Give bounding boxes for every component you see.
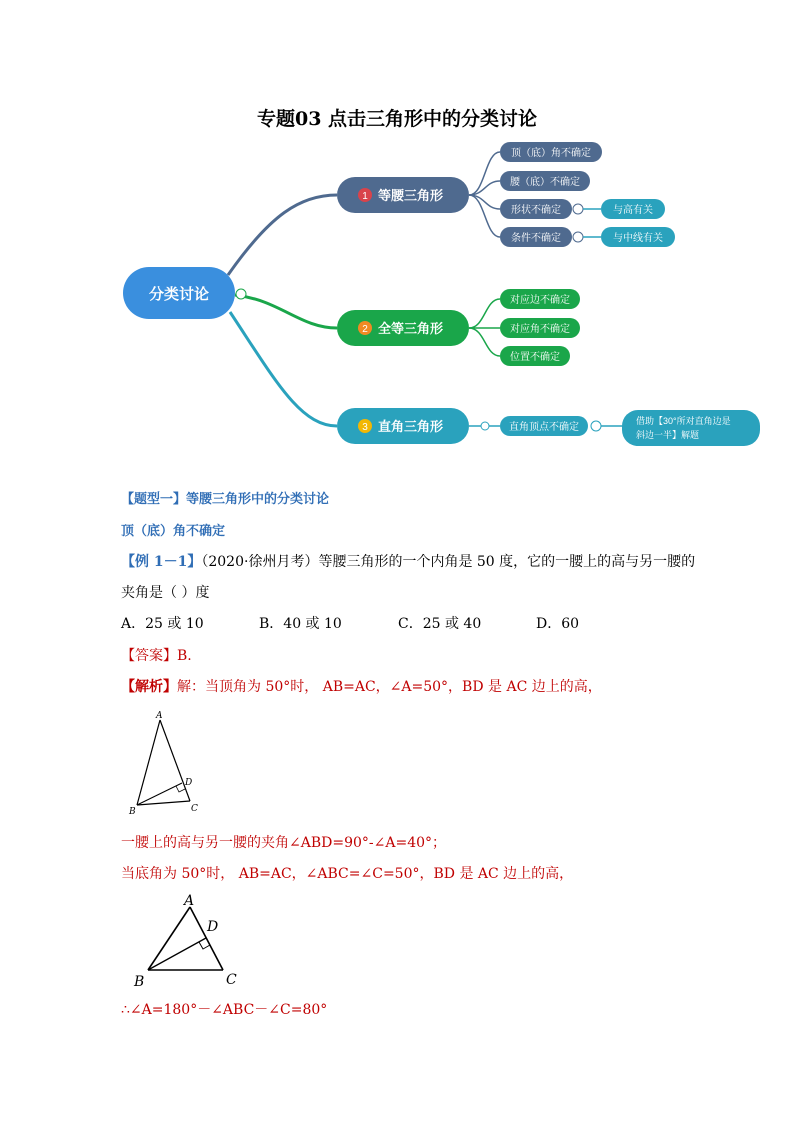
triangle-figure-1 [125, 708, 210, 818]
analysis-text: 解：当顶角为 50°时， AB=AC，∠A=50°，BD 是 AC 边上的高， [177, 679, 602, 695]
subheading: 顶（底）角不确定 [121, 524, 226, 539]
section-heading: 【题型一】等腰三角形中的分类讨论 [121, 492, 330, 507]
svg-text:C: C [226, 972, 237, 988]
leaf-2-2[interactable] [500, 318, 580, 338]
svg-text:C: C [191, 804, 198, 814]
svg-text:直角三角形: 直角三角形 [378, 419, 444, 434]
svg-text:3: 3 [362, 422, 368, 433]
svg-text:B: B [129, 807, 136, 817]
leaf-1-2[interactable] [500, 171, 590, 191]
leaf-1-4[interactable] [500, 227, 675, 247]
root-node[interactable] [123, 267, 246, 319]
answer: 【答案】B. [121, 648, 192, 664]
svg-text:等腰三角形: 等腰三角形 [378, 188, 444, 203]
svg-text:与高有关: 与高有关 [613, 205, 653, 216]
example-text-2: 夹角是（ ）度 [121, 585, 210, 601]
leaf-2-3[interactable] [500, 346, 570, 366]
svg-text:B: B [134, 974, 145, 990]
root-label: 分类讨论 [148, 286, 210, 303]
page-title: 专题03 点击三角形中的分类讨论 [256, 108, 538, 130]
leaf-1-1[interactable] [500, 142, 602, 162]
leaf-3-1-child[interactable] [622, 410, 760, 446]
svg-text:腰（底）不确定: 腰（底）不确定 [510, 177, 580, 188]
example-text: （2020·徐州月考）等腰三角形的一个内角是 50 度，它的一腰上的高与另一腰的 [201, 554, 696, 570]
branch-right-triangle[interactable] [337, 408, 469, 444]
mind-map [0, 0, 794, 470]
svg-text:对应角不确定: 对应角不确定 [510, 324, 570, 335]
option-a[interactable]: A．25 或 10 [121, 616, 204, 632]
branch-isosceles[interactable] [337, 177, 469, 213]
analysis-line-2: 一腰上的高与另一腰的夹角∠ABD=90°-∠A=40°； [121, 835, 447, 851]
svg-text:与中线有关: 与中线有关 [613, 233, 663, 244]
example-label: 【例 1－1】 [121, 554, 202, 570]
svg-text:1: 1 [362, 191, 368, 202]
svg-text:A: A [184, 893, 195, 909]
svg-text:斜边一半】解题: 斜边一半】解题 [636, 430, 700, 440]
analysis-line-3: 当底角为 50°时， AB=AC，∠ABC=∠C=50°，BD 是 AC 边上的高， [121, 866, 574, 882]
option-b[interactable]: B．40 或 10 [259, 616, 342, 632]
svg-text:D: D [207, 919, 219, 935]
analysis-label: 【解析】 [121, 679, 177, 695]
triangle-figure-2 [128, 892, 248, 992]
svg-text:形状不确定: 形状不确定 [511, 205, 561, 216]
option-d[interactable]: D．60 [536, 616, 580, 632]
leaf-1-3[interactable] [500, 199, 665, 219]
svg-text:全等三角形: 全等三角形 [378, 321, 444, 336]
svg-text:位置不确定: 位置不确定 [510, 352, 560, 363]
svg-text:借助【30°所对直角边是: 借助【30°所对直角边是 [636, 416, 731, 426]
branch-congruent[interactable] [337, 310, 469, 346]
analysis-line-4: ∴∠A=180°－∠ABC－∠C=80° [121, 1002, 328, 1018]
leaf-2-1[interactable] [500, 289, 580, 309]
svg-text:A: A [156, 711, 163, 721]
svg-text:D: D [185, 778, 193, 788]
analysis-line [121, 676, 602, 696]
leaf-3-1[interactable] [500, 416, 622, 436]
example-line [121, 551, 695, 571]
svg-text:2: 2 [362, 324, 368, 335]
svg-text:直角顶点不确定: 直角顶点不确定 [509, 422, 579, 433]
svg-text:对应边不确定: 对应边不确定 [510, 295, 570, 306]
svg-text:顶（底）角不确定: 顶（底）角不确定 [511, 148, 591, 159]
svg-text:条件不确定: 条件不确定 [511, 233, 561, 244]
option-c[interactable]: C．25 或 40 [398, 616, 482, 632]
